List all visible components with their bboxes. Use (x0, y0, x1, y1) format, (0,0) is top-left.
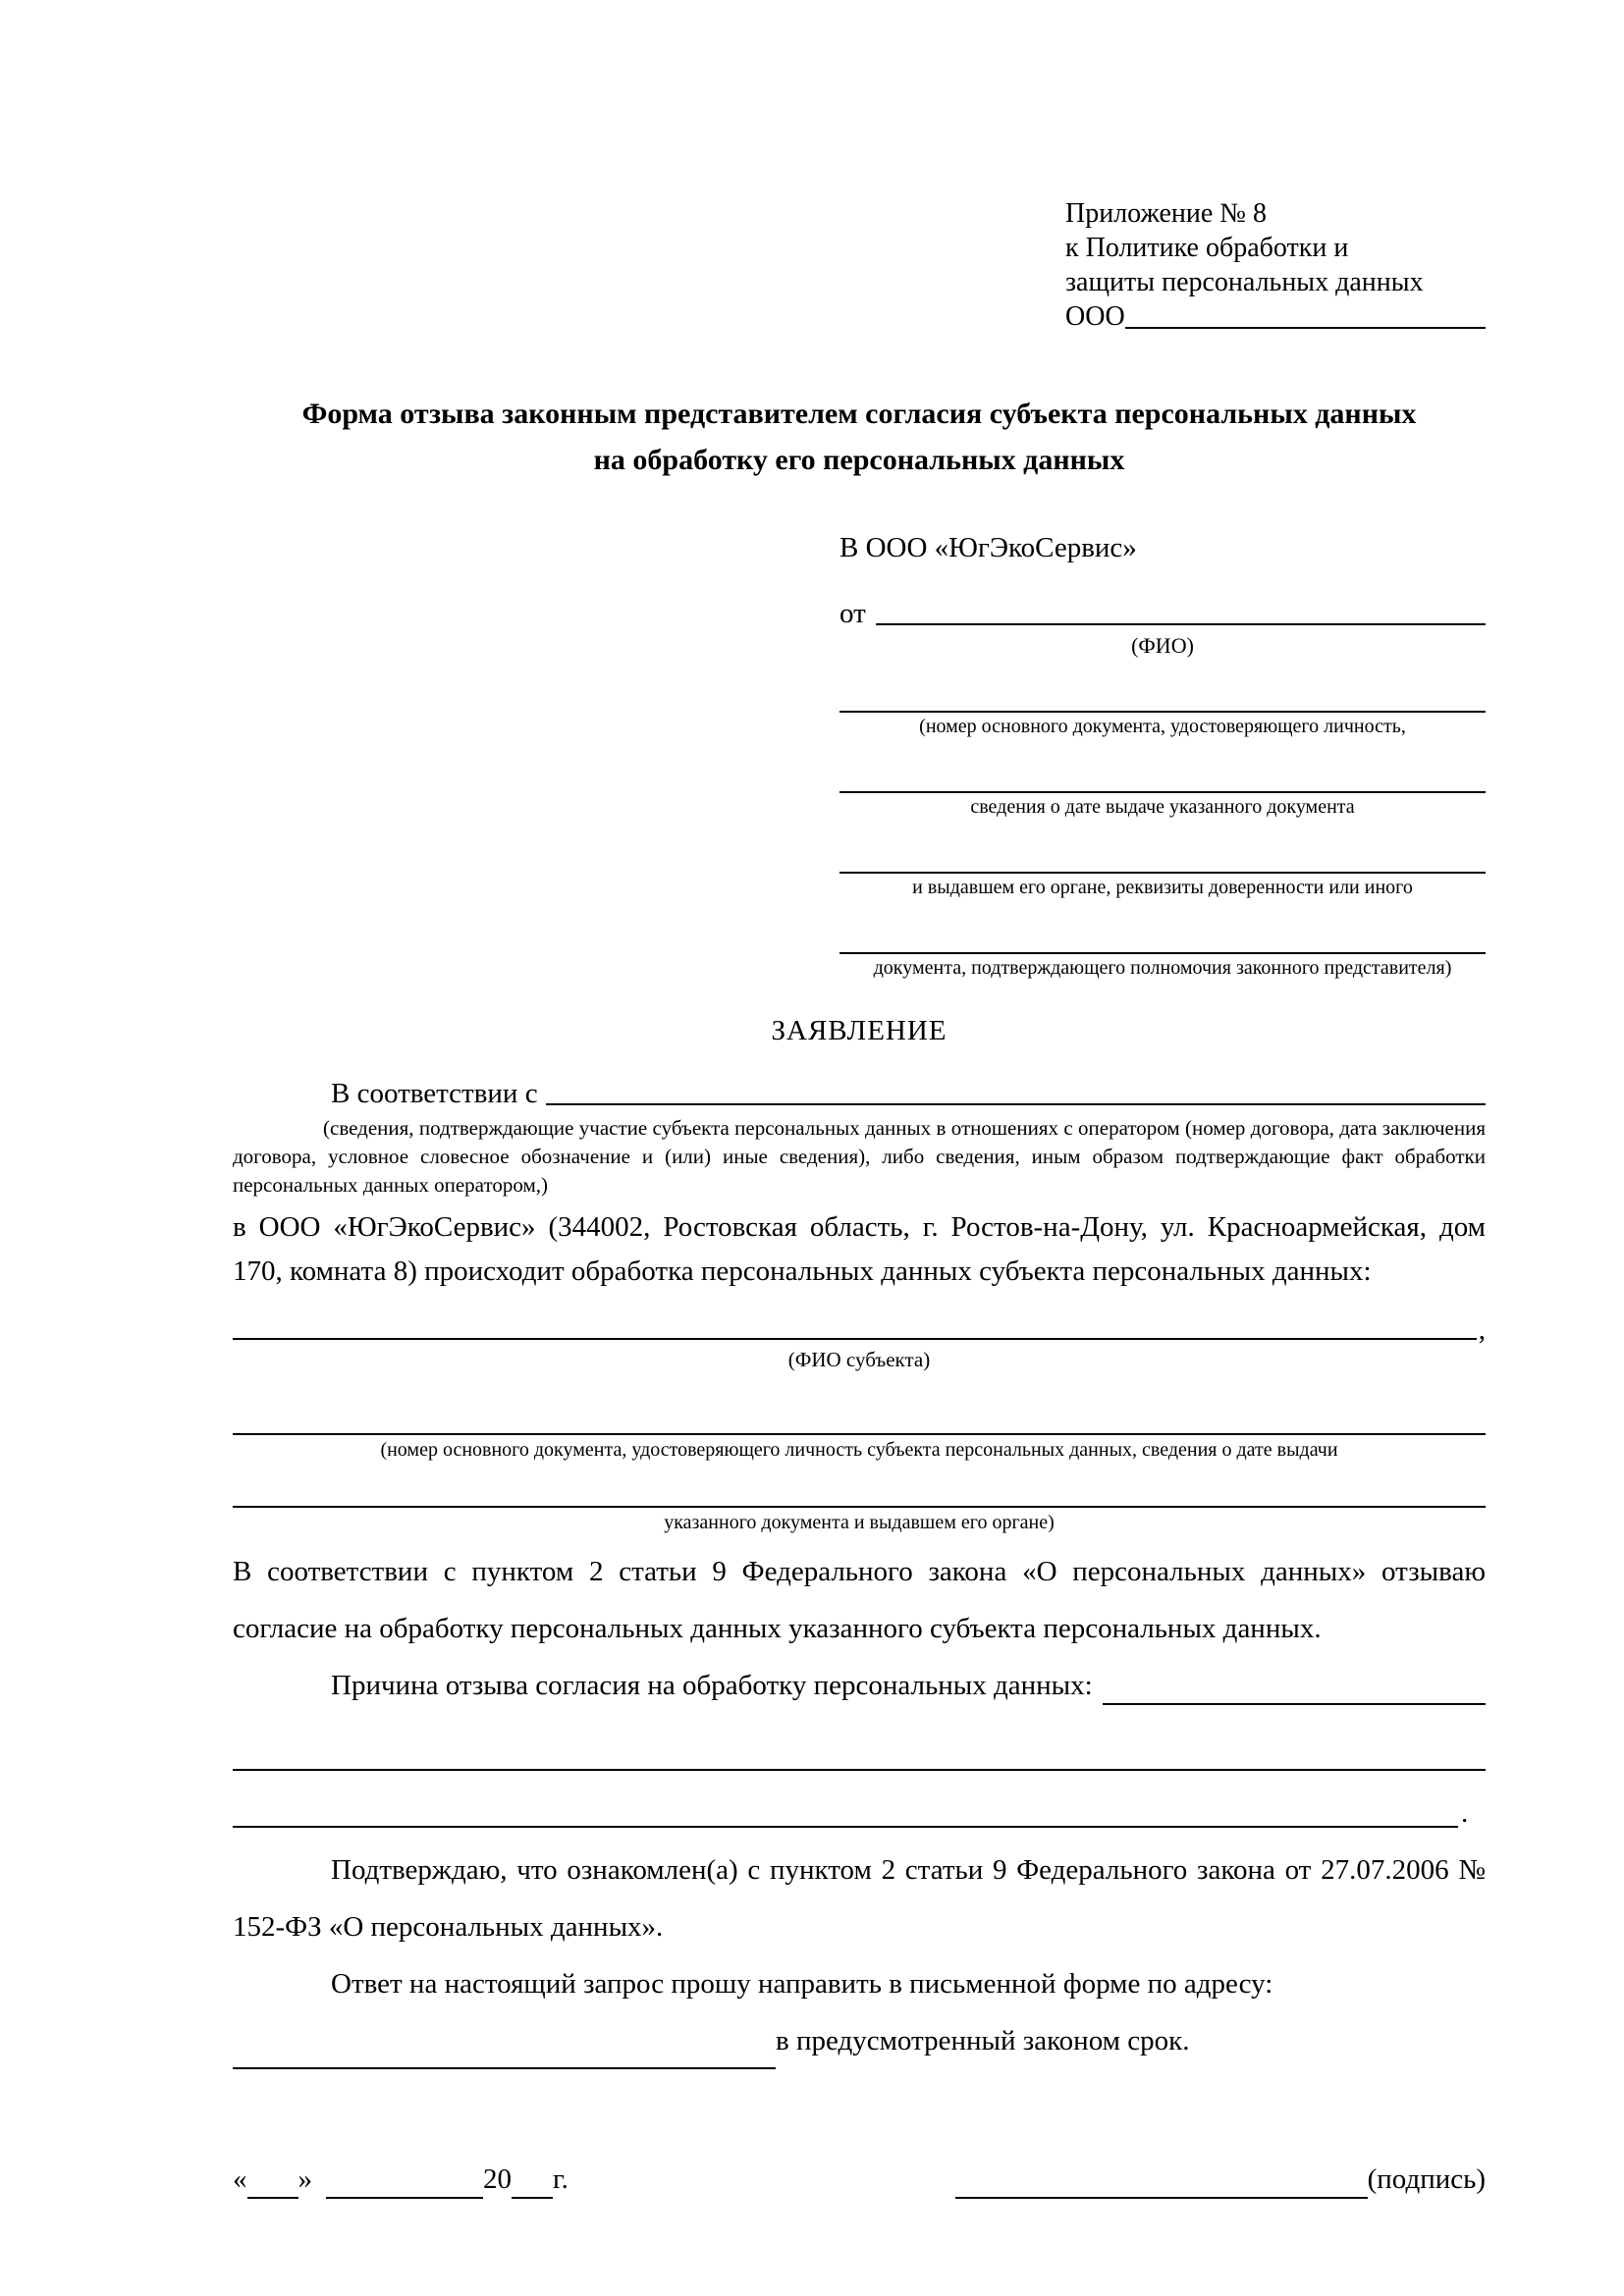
date-quote-close: » (298, 2163, 312, 2195)
addressee-blank-line-3 (839, 846, 1486, 874)
addressee-caption-1: (номер основного документа, удостоверяющего личность, (919, 716, 1406, 737)
address-blank-line (233, 2022, 776, 2069)
reply-paragraph: Ответ на настоящий запрос прошу направить в письменной форме по адресу: (331, 1968, 1273, 2000)
appendix-block (1065, 196, 1486, 334)
addressee-blank-line-2 (839, 766, 1486, 793)
accordance-prefix: В соответствии с (331, 1078, 538, 1109)
subject-fio-blank-line (233, 1338, 1477, 1340)
month-blank-line (326, 2165, 483, 2199)
appendix-line-3: защиты персональных данных (1065, 267, 1424, 297)
date-quote-open: « (233, 2163, 247, 2195)
operator-paragraph: в ООО «ЮгЭкоСервис» (344002, Ростовская область, г. Ростов-на-Дону, ул. Красноармейская, дом 170, комната 8) происходит обработка персональных данных субъекта персональных данных: (233, 1211, 1486, 1287)
addressee-block (839, 530, 1486, 981)
reason-extra-blank-line-2 (233, 1800, 1458, 1828)
year-prefix: 20 (483, 2163, 512, 2195)
year-blank-line (512, 2165, 553, 2199)
reason-label: Причина отзыва согласия на обработку персональных данных: (331, 1670, 1093, 1701)
statement-heading: ЗАЯВЛЕНИЕ (771, 1015, 947, 1046)
accordance-row (233, 1073, 1486, 1110)
date-group (233, 2160, 568, 2199)
addressee-blank-line-1 (839, 685, 1486, 713)
subject-doc-blank-line-2 (233, 1480, 1486, 1508)
fio-caption: (ФИО) (1131, 633, 1194, 658)
subject-fio-row (233, 1315, 1486, 1345)
addressee-caption-3: и выдавшем его органе, реквизиты доверенности или иного (912, 877, 1413, 898)
reason-row (233, 1657, 1486, 1714)
reason-period: . (1461, 1797, 1469, 1829)
accordance-blank-line (546, 1103, 1486, 1105)
confirm-paragraph: Подтверждаю, что ознакомлен(а) с пунктом 2 статьи 9 Федерального закона от 27.07.2006 № 152-ФЗ «О персональных данных». (233, 1854, 1486, 1943)
subject-fio-caption: (ФИО субъекта) (787, 1348, 931, 1371)
from-blank-line (876, 623, 1486, 625)
addressee-caption-2: сведения о дате выдаче указанного документа (970, 796, 1355, 818)
document-title: Форма отзыва законным представителем согласия субъекта персональных данных на обработку его персональных данных (301, 398, 1417, 476)
withdraw-paragraph: В соответствии с пунктом 2 статьи 9 Федерального закона «О персональных данных» отзываю согласие на обработку персональных данных указанного субъекта персональных данных. (233, 1556, 1486, 1644)
addressee-from-row (839, 593, 1486, 630)
addressee-to: В ООО «ЮгЭкоСервис» (839, 532, 1137, 563)
year-suffix: г. (553, 2163, 568, 2195)
subject-doc-blank-line-1 (233, 1408, 1486, 1435)
signature-blank-line (955, 2165, 1368, 2199)
addressee-caption-4: документа, подтверждающего полномочия законного представителя) (873, 957, 1452, 979)
from-label: от (839, 598, 866, 629)
signature-caption: (подпись) (1367, 2163, 1486, 2195)
day-blank-line (247, 2165, 298, 2199)
reason-blank-line (1103, 1703, 1486, 1705)
signature-group (955, 2160, 1486, 2199)
appendix-ooo-line (1065, 299, 1486, 334)
reply-suffix: в предусмотренный законом срок. (776, 2025, 1190, 2056)
ooo-blank-line (1125, 327, 1486, 329)
subject-doc-caption-1: (номер основного документа, удостоверяющего личность субъекта персональных данных, сведения о дате выдачи (380, 1439, 1338, 1461)
reason-extra-blank-line-1 (233, 1743, 1486, 1771)
ooo-label: ООО (1065, 301, 1125, 332)
footnote-text: (сведения, подтверждающие участие субъекта персональных данных в отношениях с оператором (номер договора, дата заключения договора, условное словесное обозначение и (или) иные сведения), либо сведения, иным образом подтверждающие факт обработки персональных данных оператором,) (233, 1116, 1486, 1197)
reason-extra-blank-row-2 (233, 1798, 1486, 1828)
subject-comma: , (1478, 1314, 1486, 1346)
subject-doc-caption-2: указанного документа и выдавшем его органе) (664, 1512, 1055, 1533)
appendix-line-1: Приложение № 8 (1065, 198, 1267, 229)
footer-row (233, 2160, 1486, 2199)
appendix-line-2: к Политике обработки и (1065, 233, 1349, 263)
subject-block (233, 1315, 1486, 1535)
addressee-blank-line-4 (839, 927, 1486, 954)
address-row (233, 2012, 1486, 2069)
